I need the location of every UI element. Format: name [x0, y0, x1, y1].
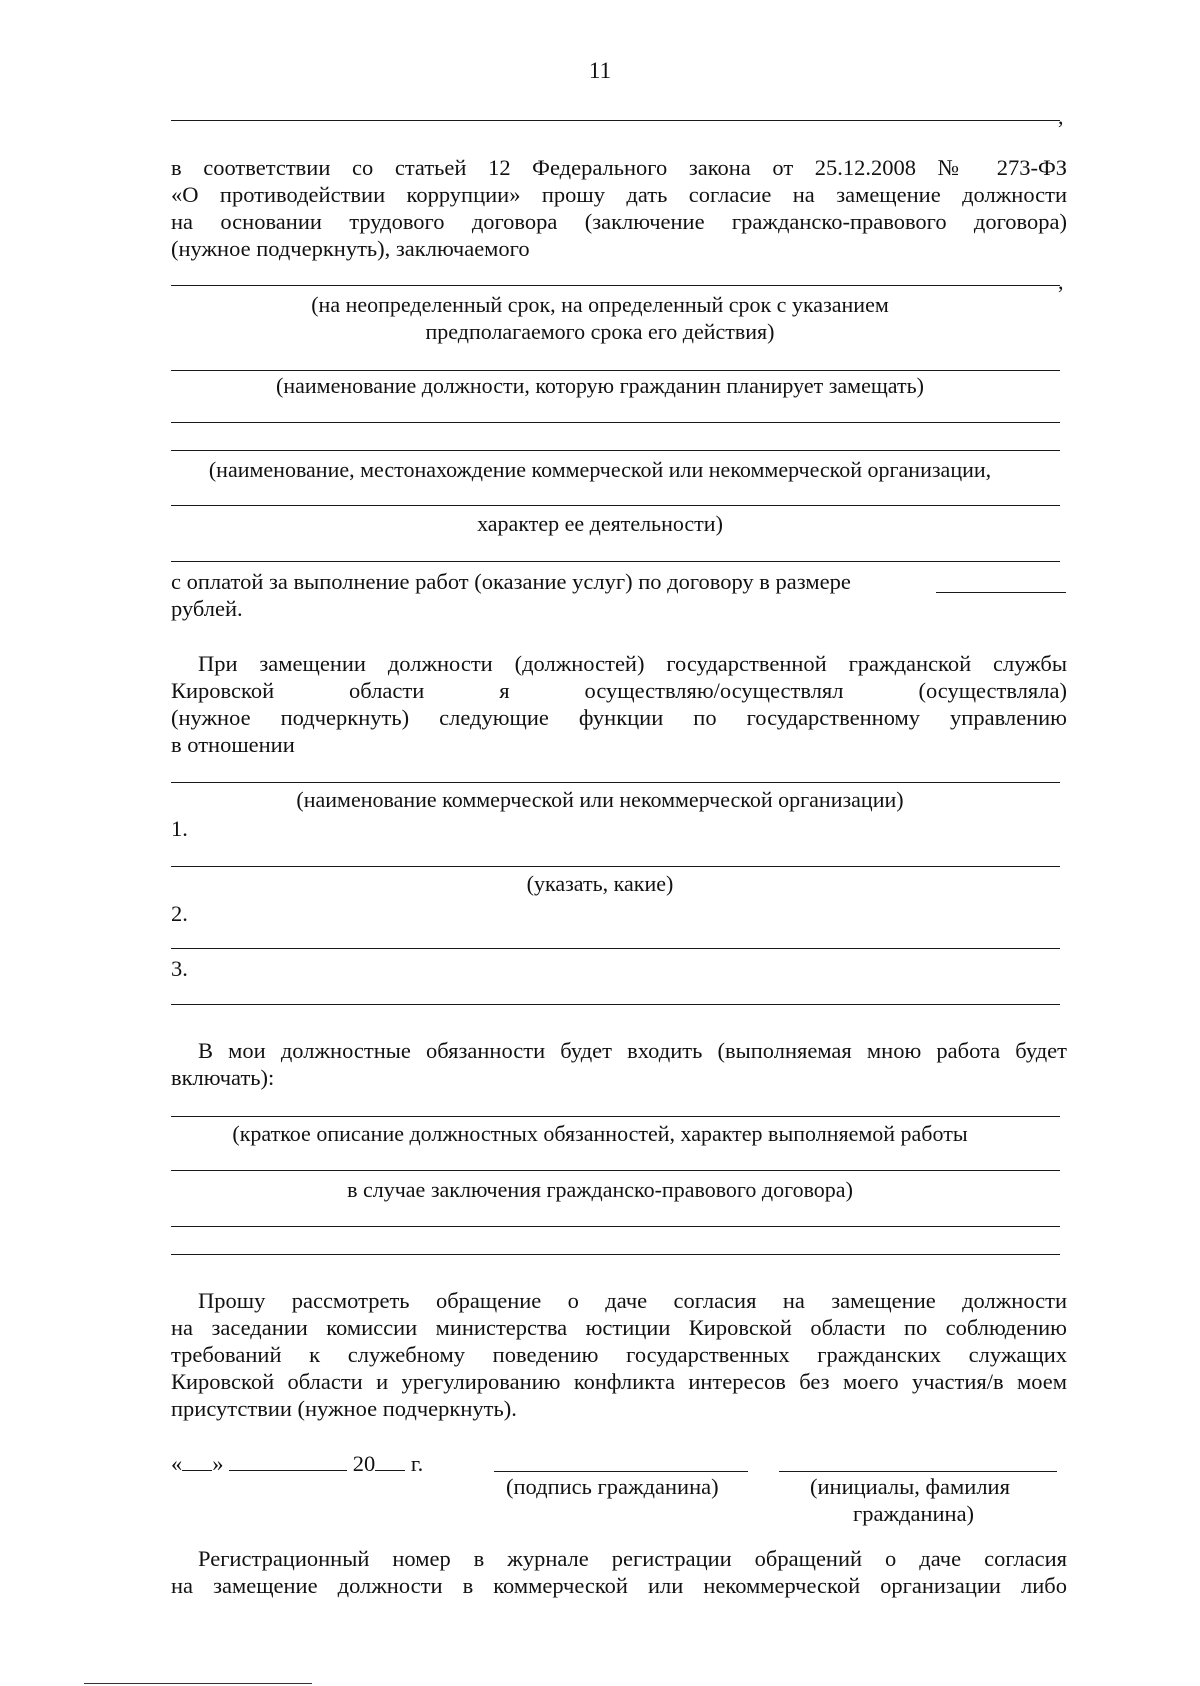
blank-line [171, 948, 1060, 949]
year-blank [375, 1450, 405, 1471]
day-blank [182, 1450, 212, 1471]
text-line: на заседании комиссии министерства юстиции Кировской области по соблюдению [171, 1315, 1067, 1340]
blank-line [171, 370, 1060, 371]
text-line: В мои должностные обязанности будет входить (выполняемая мною работа будет [198, 1038, 1067, 1063]
initials-blank [779, 1471, 1057, 1472]
signature-blank [494, 1471, 748, 1472]
signature-label: (подпись гражданина) [506, 1474, 719, 1499]
blank-line [171, 285, 1060, 286]
duties-hint: в случае заключения гражданско-правового договора) [347, 1177, 853, 1202]
text-line: Кировской области я осуществляю/осуществлял (осуществляла) [171, 678, 1067, 703]
blank-line [171, 422, 1060, 423]
open-quote: « [171, 1451, 183, 1476]
text-line: на замещение должности в коммерческой или некоммерческой организации либо [171, 1573, 1067, 1598]
comma: , [1058, 104, 1064, 129]
text-line: (нужное подчеркнуть), заключаемого [171, 236, 530, 261]
blank-line [171, 1254, 1060, 1255]
text-line: на основании трудового договора (заключение гражданско-правового договора) [171, 209, 1067, 234]
text-line: в отношении [171, 732, 295, 757]
duties-hint: (краткое описание должностных обязанностей, характер выполняемой работы [232, 1121, 968, 1146]
payment-text: с оплатой за выполнение работ (оказание услуг) по договору в размере [171, 569, 851, 594]
item-number: 1. [171, 816, 188, 841]
initials-label: (инициалы, фамилия [810, 1474, 1010, 1499]
blank-line [171, 561, 1060, 562]
text-line: При замещении должности (должностей) государственной гражданской службы [198, 651, 1067, 676]
blank-line [171, 505, 1060, 506]
year-suffix: г. [410, 1451, 424, 1476]
text-line: Регистрационный номер в журнале регистрации обращений о даче согласия [198, 1546, 1067, 1571]
organization-hint: (наименование, местонахождение коммерческой или некоммерческой организации, [208, 457, 992, 482]
text-line: в соответствии со статьей 12 Федерального закона от 25.12.2008 № 273-ФЗ [171, 155, 1067, 180]
close-quote: » [212, 1451, 224, 1476]
text-line: включать): [171, 1065, 275, 1090]
page-number: 11 [588, 58, 612, 83]
text-line: (нужное подчеркнуть) следующие функции по государственному управлению [171, 705, 1067, 730]
date-line [171, 1450, 423, 1477]
text-line: «О противодействии коррупции» прошу дать согласие на замещение должности [171, 182, 1067, 207]
blank-line [171, 1170, 1060, 1171]
payment-amount-blank [936, 592, 1066, 593]
specify-hint: (указать, какие) [526, 871, 674, 896]
blank-line [171, 450, 1060, 451]
blank-line [171, 120, 1060, 121]
text-line: Прошу рассмотреть обращение о даче согласия на замещение должности [198, 1288, 1067, 1313]
footnote-separator [84, 1683, 312, 1684]
text-line: присутствии (нужное подчеркнуть). [171, 1396, 517, 1421]
initials-label: гражданина) [853, 1501, 975, 1526]
blank-line [171, 1226, 1060, 1227]
item-number: 2. [171, 901, 188, 926]
term-hint: (на неопределенный срок, на определенный срок с указанием [311, 292, 889, 317]
comma: , [1058, 269, 1064, 294]
organization-name-hint: (наименование коммерческой или некоммерческой организации) [296, 787, 904, 812]
organization-activity-hint: характер ее деятельности) [477, 511, 723, 536]
text-line: Кировской области и урегулированию конфликта интересов без моего участия/в моем [171, 1369, 1067, 1394]
blank-line [171, 1004, 1060, 1005]
blank-line [171, 782, 1060, 783]
position-hint: (наименование должности, которую гражданин планирует замещать) [276, 373, 924, 398]
payment-currency: рублей. [171, 596, 243, 621]
item-number: 3. [171, 956, 188, 981]
month-blank [229, 1450, 347, 1471]
term-hint: предполагаемого срока его действия) [425, 319, 775, 344]
blank-line [171, 866, 1060, 867]
blank-line [171, 1116, 1060, 1117]
text-line: требований к служебному поведению государственных гражданских служащих [171, 1342, 1067, 1367]
year-century: 20 [352, 1451, 376, 1476]
